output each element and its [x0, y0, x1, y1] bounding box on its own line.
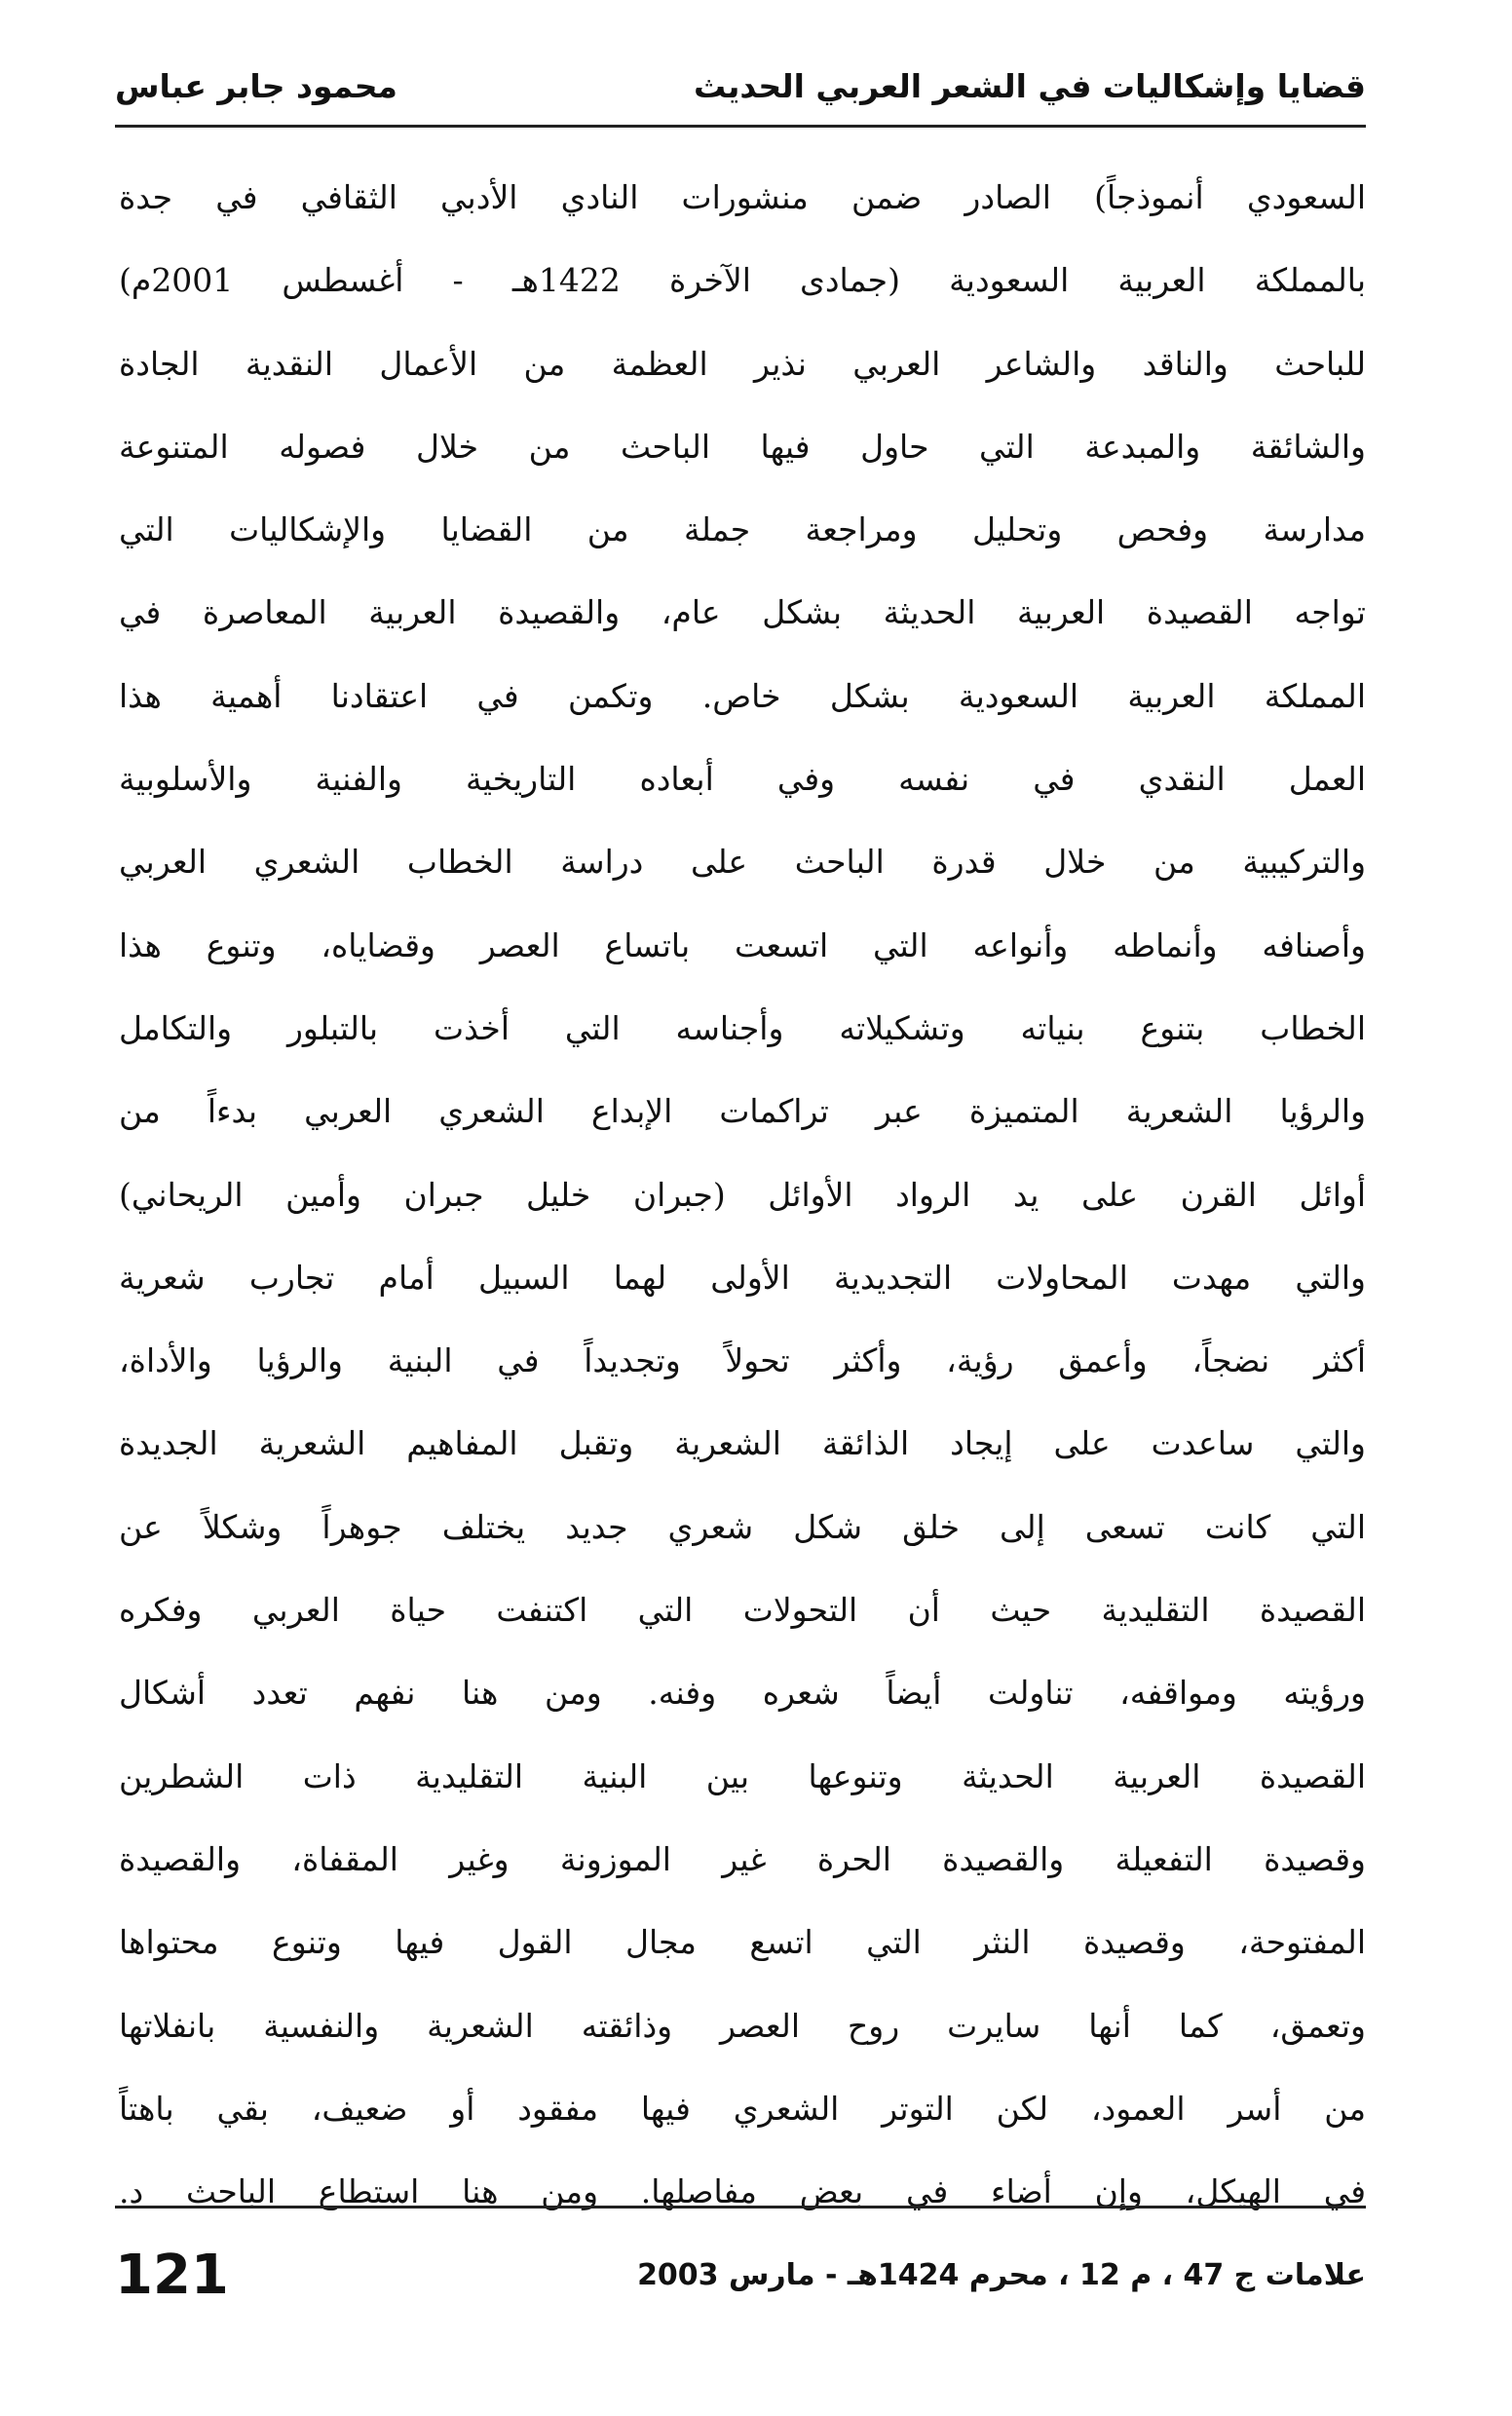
text-line: التي كانت تسعى إلى خلق شكل شعري جديد يختلف جوهراً وشكلاً عن: [119, 1507, 1366, 1546]
text-line: في الهيكل، وإن أضاء في بعض مفاصلها. ومن هنا استطاع الباحث د.: [119, 2172, 1366, 2211]
text-line: العمل النقدي في نفسه وفي أبعاده التاريخية والفنية والأسلوبية: [119, 760, 1366, 799]
running-header: [115, 57, 1366, 115]
text-line: ورؤيته ومواقفه، تناولت أيضاً شعره وفنه. ومن هنا نفهم تعدد أشكال: [119, 1674, 1366, 1713]
text-line: بالمملكة العربية السعودية (جمادى الآخرة 1422هـ - أغسطس 2001م): [119, 261, 1366, 300]
body-text: [119, 156, 1366, 2233]
running-footer: [115, 2236, 1366, 2314]
text-line: وتعمق، كما أنها سايرت روح العصر وذائقته الشعرية والنفسية بانفلاتها: [119, 2006, 1366, 2045]
author-name: محمود جابر عباس: [115, 66, 397, 105]
text-line: القصيدة العربية الحديثة وتنوعها بين البنية التقليدية ذات الشطرين: [119, 1756, 1366, 1795]
text-line: وقصيدة التفعيلة والقصيدة الحرة غير الموزونة وغير المقفاة، والقصيدة: [119, 1839, 1366, 1878]
text-line: القصيدة التقليدية حيث أن التحولات التي اكتنفت حياة العربي وفكره: [119, 1591, 1366, 1630]
text-line: من أسر العمود، لكن التوتر الشعري فيها مفقود أو ضعيف، بقي باهتاً: [119, 2089, 1366, 2128]
text-line: وأصنافه وأنماطه وأنواعه التي اتسعت باتساع العصر وقضاياه، وتنوع هذا: [119, 925, 1366, 964]
text-line: والتركيبية من خلال قدرة الباحث على دراسة الخطاب الشعري العربي: [119, 843, 1366, 882]
text-line: أكثر نضجاً، وأعمق رؤية، وأكثر تحولاً وتجديداً في البنية والرؤيا والأداة،: [119, 1341, 1366, 1380]
header-rule: [115, 125, 1366, 128]
text-line: السعودي أنموذجاً) الصادر ضمن منشورات النادي الأدبي الثقافي في جدة: [119, 178, 1366, 216]
footer-rule: [115, 2206, 1366, 2208]
text-line: أوائل القرن على يد الرواد الأوائل (جبران خليل جبران وأمين الريحاني): [119, 1175, 1366, 1214]
text-line: للباحث والناقد والشاعر العربي نذير العظمة من الأعمال النقدية الجادة: [119, 344, 1366, 383]
text-line: والتي مهدت المحاولات التجديدية الأولى لهما السبيل أمام تجارب شعرية: [119, 1258, 1366, 1297]
text-line: مدارسة وفحص وتحليل ومراجعة جملة من القضايا والإشكاليات التي: [119, 510, 1366, 549]
book-title: قضايا وإشكاليات في الشعر العربي الحديث: [694, 66, 1366, 105]
journal-info: علامات ج 47 ، م 12 ، محرم 1424هـ - مارس 2003: [637, 2257, 1366, 2292]
text-line: تواجه القصيدة العربية الحديثة بشكل عام، والقصيدة العربية المعاصرة في: [119, 593, 1366, 632]
page-number: 121: [115, 2243, 229, 2307]
text-line: المملكة العربية السعودية بشكل خاص. وتكمن في اعتقادنا أهمية هذا: [119, 676, 1366, 715]
text-line: والشائقة والمبدعة التي حاول فيها الباحث من خلال فصوله المتنوعة: [119, 427, 1366, 466]
text-line: والتي ساعدت على إيجاد الذائقة الشعرية وتقبل المفاهيم الشعرية الجديدة: [119, 1424, 1366, 1463]
text-line: الخطاب بتنوع بنياته وتشكيلاته وأجناسه التي أخذت بالتبلور والتكامل: [119, 1008, 1366, 1047]
text-line: المفتوحة، وقصيدة النثر التي اتسع مجال القول فيها وتنوع محتواها: [119, 1923, 1366, 1962]
text-line: والرؤيا الشعرية المتميزة عبر تراكمات الإبداع الشعري العربي بدءاً من: [119, 1092, 1366, 1131]
